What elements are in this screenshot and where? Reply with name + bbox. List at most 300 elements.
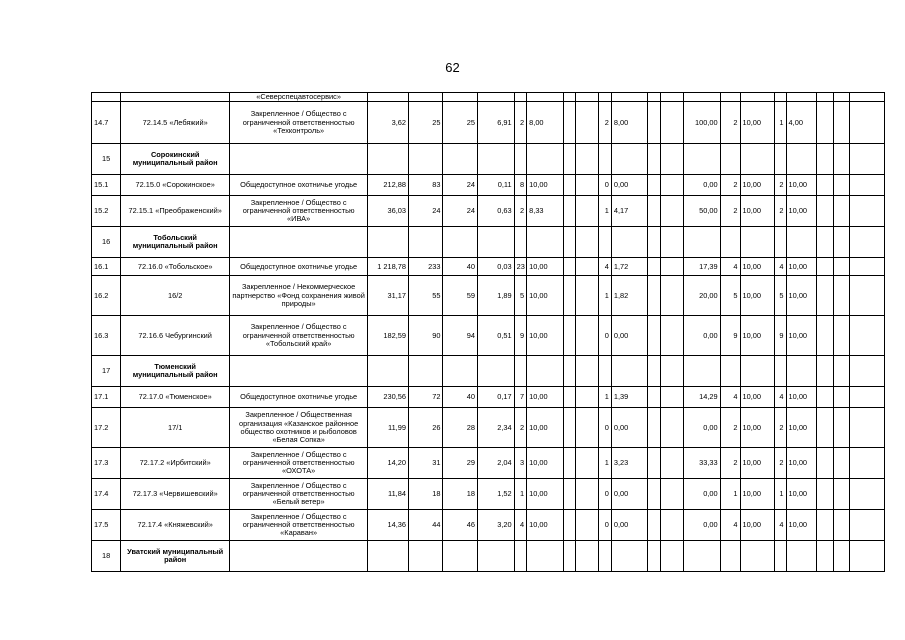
- cell-c11b: [661, 510, 684, 541]
- cell-type-text: Общедоступное охотничье угодье: [230, 175, 368, 196]
- empty-cell: [816, 408, 833, 448]
- cell-c14a: 4: [775, 510, 787, 541]
- empty-cell: [720, 144, 740, 175]
- district-row: [92, 227, 885, 258]
- cell-c9b: [576, 448, 599, 479]
- empty-cell: [648, 93, 661, 102]
- cell-c9a: [563, 448, 576, 479]
- empty-cell: [576, 541, 599, 572]
- empty-cell: [478, 144, 515, 175]
- cell-area: 72.16.0 «Тобольское»: [121, 258, 230, 276]
- empty-cell: [684, 541, 721, 572]
- empty-cell: [816, 102, 833, 144]
- empty-cell: [368, 93, 409, 102]
- cell-no: 17.3: [92, 448, 121, 479]
- empty-cell: [833, 408, 850, 448]
- cell-no: 18: [92, 541, 121, 572]
- empty-cell: [684, 93, 721, 102]
- cell-no: 17.1: [92, 387, 121, 408]
- empty-cell: [786, 93, 816, 102]
- cell-c10b: 0,00: [611, 316, 648, 356]
- empty-cell: [833, 316, 850, 356]
- cell-c6: 28: [443, 408, 478, 448]
- cell-no: 15.1: [92, 175, 121, 196]
- cell-c7: 6,91: [478, 102, 515, 144]
- empty-cell: [684, 144, 721, 175]
- cell-c13b: 10,00: [740, 510, 775, 541]
- table-row: [92, 102, 885, 144]
- empty-cell: [850, 227, 885, 258]
- empty-cell: [230, 541, 368, 572]
- cell-c4: 14,36: [368, 510, 409, 541]
- cell-no: 16.3: [92, 316, 121, 356]
- empty-cell: [816, 93, 833, 102]
- empty-cell: [850, 408, 885, 448]
- cell-c4: 11,84: [368, 479, 409, 510]
- cell-c4: 36,03: [368, 196, 409, 227]
- cell-c6: 94: [443, 316, 478, 356]
- cell-c10b: 4,17: [611, 196, 648, 227]
- cell-type-text: Закрепленное / Некоммерческое партнерство «Фонд сохранения живой природы»: [230, 276, 368, 316]
- cell-c5: 31: [408, 448, 443, 479]
- empty-cell: [408, 227, 443, 258]
- cell-c12: 0,00: [684, 510, 721, 541]
- empty-cell: [720, 93, 740, 102]
- cell-c10b: 0,00: [611, 479, 648, 510]
- cell-c13a: 1: [720, 479, 740, 510]
- cell-type-text: Закрепленное / Общественная организация «Казанское районное общество охотников и рыболовов «Белая Сопка»: [230, 408, 368, 448]
- page-number: 62: [445, 60, 460, 75]
- empty-cell: [478, 541, 515, 572]
- cell-area: 72.17.4 «Княжевский»: [121, 510, 230, 541]
- cell-c14b: 10,00: [786, 479, 816, 510]
- cell-c8a: 7: [514, 387, 527, 408]
- empty-cell: [514, 356, 527, 387]
- empty-cell: [816, 196, 833, 227]
- empty-cell: [514, 144, 527, 175]
- empty-cell: [599, 144, 612, 175]
- cell-c13a: 2: [720, 102, 740, 144]
- empty-cell: [527, 541, 564, 572]
- cell-c14b: 10,00: [786, 387, 816, 408]
- empty-cell: [833, 276, 850, 316]
- empty-cell: [611, 144, 648, 175]
- cell-c13b: 10,00: [740, 387, 775, 408]
- cell-c11a: [648, 175, 661, 196]
- cell-c8b: 10,00: [527, 510, 564, 541]
- cell-c14b: 10,00: [786, 196, 816, 227]
- cell-c11a: [648, 448, 661, 479]
- cell-c10a: 1: [599, 387, 612, 408]
- table-row: [92, 387, 885, 408]
- cell-c8a: 1: [514, 479, 527, 510]
- empty-cell: [850, 356, 885, 387]
- empty-cell: [850, 316, 885, 356]
- empty-cell: [816, 175, 833, 196]
- cell-c7: 0,03: [478, 258, 515, 276]
- empty-cell: [599, 541, 612, 572]
- cell-c14a: 9: [775, 316, 787, 356]
- cell-c11a: [648, 316, 661, 356]
- cell-c11a: [648, 408, 661, 448]
- cell-c8b: 10,00: [527, 479, 564, 510]
- table-row: [92, 258, 885, 276]
- cell-c11b: [661, 276, 684, 316]
- cell-c10a: 1: [599, 448, 612, 479]
- cell-c13b: 10,00: [740, 479, 775, 510]
- empty-cell: [563, 93, 576, 102]
- empty-cell: [740, 144, 775, 175]
- empty-cell: [833, 144, 850, 175]
- cell-c10b: 0,00: [611, 510, 648, 541]
- empty-cell: [527, 93, 564, 102]
- table-row: [92, 479, 885, 510]
- empty-cell: [720, 227, 740, 258]
- empty-cell: [833, 479, 850, 510]
- district-row: [92, 541, 885, 572]
- empty-cell: [720, 356, 740, 387]
- cell-area: Тюменский муниципальный район: [121, 356, 230, 387]
- table-row: [92, 408, 885, 448]
- cell-c5: 90: [408, 316, 443, 356]
- cell-no: 17.2: [92, 408, 121, 448]
- cell-c14a: 5: [775, 276, 787, 316]
- cell-c9a: [563, 316, 576, 356]
- cell-type-text: Закрепленное / Общество с ограниченной ответственностью «Караван»: [230, 510, 368, 541]
- cell-c8a: 8: [514, 175, 527, 196]
- empty-cell: [720, 541, 740, 572]
- cell-c7: 3,20: [478, 510, 515, 541]
- cell-c12: 17,39: [684, 258, 721, 276]
- empty-cell: [775, 541, 787, 572]
- empty-cell: [92, 93, 121, 102]
- cell-c9b: [576, 408, 599, 448]
- empty-cell: [740, 227, 775, 258]
- empty-cell: [563, 541, 576, 572]
- empty-cell: [833, 510, 850, 541]
- cell-c10a: 4: [599, 258, 612, 276]
- empty-cell: [443, 144, 478, 175]
- cell-c6: 24: [443, 196, 478, 227]
- empty-cell: [599, 93, 612, 102]
- cell-type-text: Общедоступное охотничье угодье: [230, 258, 368, 276]
- cell-area: Сорокинский муниципальный район: [121, 144, 230, 175]
- empty-cell: [368, 541, 409, 572]
- cell-c11a: [648, 479, 661, 510]
- cell-c11a: [648, 276, 661, 316]
- empty-cell: [443, 541, 478, 572]
- empty-cell: [478, 227, 515, 258]
- cell-c14a: 1: [775, 479, 787, 510]
- empty-cell: [661, 93, 684, 102]
- cell-area: 72.15.1 «Преображенский»: [121, 196, 230, 227]
- cell-c9a: [563, 196, 576, 227]
- cell-c10a: 0: [599, 408, 612, 448]
- table-row: [92, 175, 885, 196]
- table-row: [92, 276, 885, 316]
- cell-type-text: «Северспецавтосервис»: [230, 93, 368, 102]
- empty-cell: [740, 356, 775, 387]
- cell-c11a: [648, 258, 661, 276]
- table-row: [92, 510, 885, 541]
- empty-cell: [833, 93, 850, 102]
- cell-c6: 25: [443, 102, 478, 144]
- cell-c13a: 2: [720, 408, 740, 448]
- cell-c11b: [661, 408, 684, 448]
- cell-no: 16.2: [92, 276, 121, 316]
- empty-cell: [833, 448, 850, 479]
- cell-c9b: [576, 479, 599, 510]
- cell-area: Уватский муниципальный район: [121, 541, 230, 572]
- cell-c8b: 10,00: [527, 408, 564, 448]
- cell-c4: 3,62: [368, 102, 409, 144]
- cell-c10a: 0: [599, 316, 612, 356]
- empty-cell: [527, 356, 564, 387]
- empty-cell: [786, 227, 816, 258]
- empty-cell: [833, 258, 850, 276]
- cell-c6: 40: [443, 258, 478, 276]
- empty-cell: [816, 387, 833, 408]
- empty-cell: [368, 144, 409, 175]
- cell-c10a: 2: [599, 102, 612, 144]
- cell-c11b: [661, 448, 684, 479]
- cell-type-text: Закрепленное / Общество с ограниченной ответственностью «Белый ветер»: [230, 479, 368, 510]
- cell-c8a: 23: [514, 258, 527, 276]
- cell-area: 72.17.0 «Тюменское»: [121, 387, 230, 408]
- cell-c8b: 8,00: [527, 102, 564, 144]
- cell-c14a: 4: [775, 387, 787, 408]
- empty-cell: [850, 196, 885, 227]
- cell-area: 72.16.6 Чебургинский: [121, 316, 230, 356]
- cell-c4: 11,99: [368, 408, 409, 448]
- cell-c8b: 10,00: [527, 316, 564, 356]
- cell-c14b: 10,00: [786, 510, 816, 541]
- cell-c4: 1 218,78: [368, 258, 409, 276]
- cell-c14a: 2: [775, 196, 787, 227]
- cell-c14a: 2: [775, 448, 787, 479]
- district-row: [92, 144, 885, 175]
- cell-c13b: 10,00: [740, 408, 775, 448]
- empty-cell: [816, 276, 833, 316]
- cell-c10a: 1: [599, 276, 612, 316]
- cell-c6: 40: [443, 387, 478, 408]
- cell-c12: 33,33: [684, 448, 721, 479]
- cell-c10b: 1,72: [611, 258, 648, 276]
- cell-c9a: [563, 387, 576, 408]
- cell-c13a: 2: [720, 196, 740, 227]
- cell-c14b: 10,00: [786, 175, 816, 196]
- cell-c13a: 5: [720, 276, 740, 316]
- empty-cell: [775, 356, 787, 387]
- empty-cell: [648, 227, 661, 258]
- cell-c8b: 8,33: [527, 196, 564, 227]
- cell-c12: 14,29: [684, 387, 721, 408]
- empty-cell: [478, 93, 515, 102]
- table-row: [92, 93, 885, 102]
- empty-cell: [850, 102, 885, 144]
- empty-cell: [850, 175, 885, 196]
- cell-c4: 31,17: [368, 276, 409, 316]
- cell-c9a: [563, 102, 576, 144]
- cell-c11a: [648, 102, 661, 144]
- empty-cell: [850, 258, 885, 276]
- empty-cell: [611, 356, 648, 387]
- empty-cell: [514, 93, 527, 102]
- cell-c9b: [576, 387, 599, 408]
- cell-c12: 0,00: [684, 408, 721, 448]
- empty-cell: [514, 541, 527, 572]
- empty-cell: [816, 316, 833, 356]
- empty-cell: [833, 387, 850, 408]
- cell-c9b: [576, 316, 599, 356]
- cell-c11a: [648, 196, 661, 227]
- cell-c6: 46: [443, 510, 478, 541]
- cell-c13a: 4: [720, 387, 740, 408]
- cell-c14b: 10,00: [786, 276, 816, 316]
- cell-c7: 2,04: [478, 448, 515, 479]
- cell-c5: 18: [408, 479, 443, 510]
- cell-c14a: 1: [775, 102, 787, 144]
- empty-cell: [408, 144, 443, 175]
- cell-c13b: 10,00: [740, 276, 775, 316]
- cell-c11b: [661, 102, 684, 144]
- empty-cell: [850, 448, 885, 479]
- cell-c10b: 3,23: [611, 448, 648, 479]
- cell-c10b: 0,00: [611, 175, 648, 196]
- cell-c8b: 10,00: [527, 258, 564, 276]
- cell-c8b: 10,00: [527, 448, 564, 479]
- cell-c8a: 3: [514, 448, 527, 479]
- cell-no: 15.2: [92, 196, 121, 227]
- cell-c8a: 5: [514, 276, 527, 316]
- table-row: [92, 316, 885, 356]
- empty-cell: [408, 356, 443, 387]
- cell-c12: 100,00: [684, 102, 721, 144]
- cell-c13b: 10,00: [740, 175, 775, 196]
- cell-c13b: 10,00: [740, 448, 775, 479]
- cell-c5: 25: [408, 102, 443, 144]
- cell-c5: 44: [408, 510, 443, 541]
- cell-no: 17.4: [92, 479, 121, 510]
- empty-cell: [121, 93, 230, 102]
- cell-c11b: [661, 196, 684, 227]
- empty-cell: [816, 356, 833, 387]
- cell-c6: 24: [443, 175, 478, 196]
- empty-cell: [661, 227, 684, 258]
- cell-c8a: 2: [514, 102, 527, 144]
- cell-c5: 55: [408, 276, 443, 316]
- cell-c7: 0,63: [478, 196, 515, 227]
- empty-cell: [408, 93, 443, 102]
- cell-c7: 0,11: [478, 175, 515, 196]
- cell-c10a: 0: [599, 175, 612, 196]
- cell-c9b: [576, 276, 599, 316]
- cell-c11b: [661, 479, 684, 510]
- cell-c9a: [563, 175, 576, 196]
- empty-cell: [775, 227, 787, 258]
- empty-cell: [786, 541, 816, 572]
- cell-c10a: 1: [599, 196, 612, 227]
- cell-c14a: 2: [775, 408, 787, 448]
- cell-c14b: 4,00: [786, 102, 816, 144]
- cell-c13a: 4: [720, 510, 740, 541]
- empty-cell: [850, 510, 885, 541]
- empty-cell: [775, 144, 787, 175]
- cell-c7: 0,51: [478, 316, 515, 356]
- empty-cell: [850, 479, 885, 510]
- empty-cell: [661, 356, 684, 387]
- cell-c13b: 10,00: [740, 258, 775, 276]
- cell-c8b: 10,00: [527, 276, 564, 316]
- empty-cell: [368, 356, 409, 387]
- cell-c12: 0,00: [684, 316, 721, 356]
- cell-c7: 2,34: [478, 408, 515, 448]
- table-row: [92, 196, 885, 227]
- empty-cell: [443, 356, 478, 387]
- cell-c10b: 1,82: [611, 276, 648, 316]
- empty-cell: [443, 227, 478, 258]
- cell-c4: 230,56: [368, 387, 409, 408]
- empty-cell: [786, 356, 816, 387]
- cell-area: 72.14.5 «Лебяжий»: [121, 102, 230, 144]
- empty-cell: [408, 541, 443, 572]
- empty-cell: [230, 227, 368, 258]
- cell-c10b: 0,00: [611, 408, 648, 448]
- cell-c6: 18: [443, 479, 478, 510]
- cell-c14b: 10,00: [786, 448, 816, 479]
- cell-c9a: [563, 479, 576, 510]
- empty-cell: [833, 175, 850, 196]
- cell-type-text: Закрепленное / Общество с ограниченной ответственностью «ИВА»: [230, 196, 368, 227]
- empty-cell: [368, 227, 409, 258]
- cell-c11b: [661, 175, 684, 196]
- cell-c9b: [576, 196, 599, 227]
- cell-c8a: 2: [514, 196, 527, 227]
- cell-area: 72.17.2 «Ирбитский»: [121, 448, 230, 479]
- empty-cell: [833, 102, 850, 144]
- cell-no: 16: [92, 227, 121, 258]
- empty-cell: [850, 144, 885, 175]
- empty-cell: [740, 541, 775, 572]
- cell-c12: 0,00: [684, 175, 721, 196]
- empty-cell: [611, 93, 648, 102]
- cell-c9b: [576, 510, 599, 541]
- cell-c7: 0,17: [478, 387, 515, 408]
- cell-no: 15: [92, 144, 121, 175]
- empty-cell: [527, 227, 564, 258]
- empty-cell: [850, 276, 885, 316]
- empty-cell: [816, 227, 833, 258]
- cell-c13b: 10,00: [740, 102, 775, 144]
- empty-cell: [684, 356, 721, 387]
- cell-c11a: [648, 510, 661, 541]
- cell-c11b: [661, 316, 684, 356]
- cell-c5: 72: [408, 387, 443, 408]
- cell-c8a: 4: [514, 510, 527, 541]
- cell-c13a: 9: [720, 316, 740, 356]
- table-body: [92, 93, 885, 572]
- cell-c4: 182,59: [368, 316, 409, 356]
- cell-area: 72.15.0 «Сорокинское»: [121, 175, 230, 196]
- table-row: [92, 448, 885, 479]
- cell-c7: 1,52: [478, 479, 515, 510]
- cell-c9b: [576, 102, 599, 144]
- cell-type-text: Закрепленное / Общество с ограниченной ответственностью «Тобольский край»: [230, 316, 368, 356]
- empty-cell: [527, 144, 564, 175]
- cell-c14b: 10,00: [786, 316, 816, 356]
- cell-area: 16/2: [121, 276, 230, 316]
- empty-cell: [684, 227, 721, 258]
